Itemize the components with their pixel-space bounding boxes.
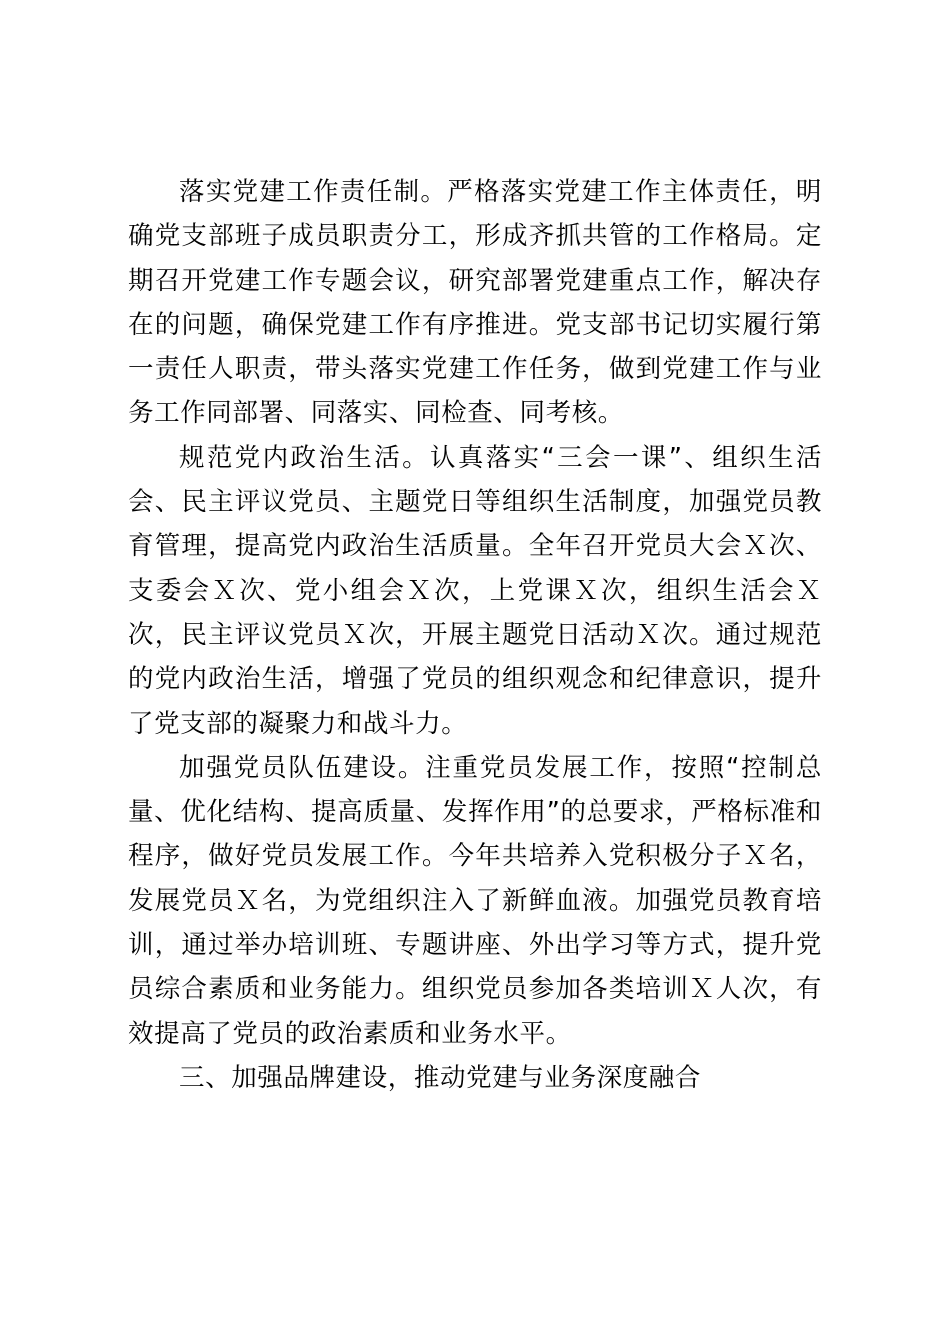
paragraph-responsibility-system: 落实党建工作责任制。严格落实党建工作主体责任，明确党支部班子成员职责分工，形成齐抓共管的工作格局。定期召开党建工作专题会议，研究部署党建重点工作，解决存在的问题，确保党建工作有序推进。党支部书记切实履行第一责任人职责，带头落实党建工作任务，做到党建工作与业务工作同部署、同落实、同检查、同考核。: [128, 177, 822, 429]
section-heading: 三、加强品牌建设，推动党建与业务深度融合: [179, 1062, 702, 1093]
document-body: [128, 170, 822, 1100]
paragraph-political-life: 规范党内政治生活。认真落实“三会一课”、组织生活会、民主评议党员、主题党日等组织生活制度，加强党员教育管理，提高党内政治生活质量。全年召开党员大会Ｘ次、支委会Ｘ次、党小组会Ｘ次，上党课Ｘ次，组织生活会Ｘ次，民主评议党员Ｘ次，开展主题党日活动Ｘ次。通过规范的党内政治生活，增强了党员的组织观念和纪律意识，提升了党支部的凝聚力和战斗力。: [128, 442, 822, 739]
paragraph-member-team: 加强党员队伍建设。注重党员发展工作，按照“控制总量、优化结构、提高质量、发挥作用”的总要求，严格标准和程序，做好党员发展工作。今年共培养入党积极分子Ｘ名，发展党员Ｘ名，为党组织注入了新鲜血液。加强党员教育培训，通过举办培训班、专题讲座、外出学习等方式，提升党员综合素质和业务能力。组织党员参加各类培训Ｘ人次，有效提高了党员的政治素质和业务水平。: [128, 752, 822, 1049]
